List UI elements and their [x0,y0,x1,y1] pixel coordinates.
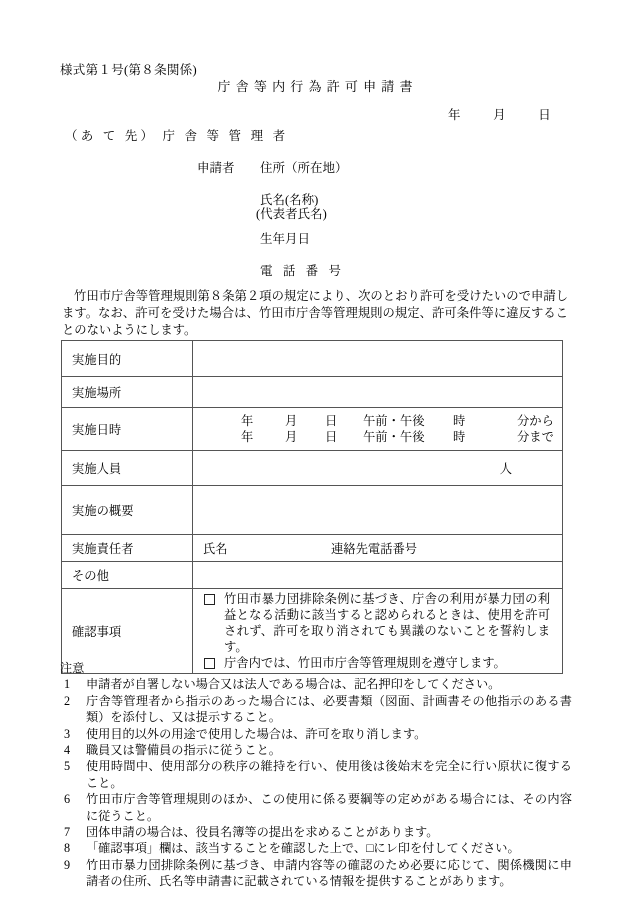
note-text: 使用目的以外の用途で使用した場合は、許可を取り消します。 [86,726,427,741]
submission-date-line [448,105,551,123]
date-year-label: 年 [448,108,461,122]
note-item-1 [60,676,572,692]
note-item-8 [60,840,572,856]
applicant-name-label: 氏名(名称) [260,193,319,207]
intro-paragraph [62,288,568,339]
note-number: 6 [64,792,71,807]
datetime-to-ampm: 午前・午後 [363,430,425,444]
table-row-manager [62,535,563,562]
note-text: 竹田市庁舎等管理規則のほか、この使用に係る要綱等の定めがある場合には、その内容に従うこと。 [86,792,572,823]
note-text: 竹田市暴力団排除条例に基づき、申請内容等の確認のため必要に応じて、関係機関に申請者の住所、氏名等申請書に記載されている情報を提供することがあります。 [86,857,572,889]
note-number: 2 [64,693,71,708]
datetime-from-hour: 時 [453,414,466,428]
datetime-to-minute: 分まで [517,430,554,444]
table-row-outline [62,486,563,535]
note-item-4 [60,742,572,758]
applicant-label: 申請者 [197,161,235,175]
notes-title: 注意 [60,661,85,675]
note-number: 7 [64,825,71,840]
note-item-9 [60,857,572,890]
other-value[interactable] [193,562,563,589]
outline-value[interactable] [193,486,563,535]
people-value[interactable] [193,451,563,486]
note-text: 庁舎等管理者から指示のあった場合には、必要書類（図面、計画書その他指示のある書類）を添付し、又は提示すること。 [86,693,572,725]
datetime-to-hour: 時 [453,430,466,444]
note-number: 9 [64,857,71,872]
people-label: 実施人員 [62,451,193,486]
datetime-to-day: 日 [325,430,338,444]
note-item-2 [60,693,572,726]
intro-line-1: 竹田市庁舎等管理規則第８条第２項の規定により、次のとおり許可を受けたいので申請します。 [62,289,568,320]
table-row-place [62,377,563,408]
date-day-label: 日 [538,108,551,122]
purpose-label: 実施目的 [62,341,193,377]
manager-name-label: 氏名 [203,542,228,556]
outline-label: 実施の概要 [62,486,193,535]
applicant-birthdate-label: 生年月日 [260,232,311,246]
datetime-from-minute: 分から [517,414,554,428]
place-label: 実施場所 [62,377,193,408]
addressee-line: （あ て 先） 庁 舎 等 管 理 者 [65,129,289,143]
table-row-datetime [62,408,563,451]
datetime-to-line [203,429,554,445]
datetime-value[interactable] [193,408,563,451]
note-item-3 [60,726,572,742]
datetime-to-month: 月 [285,430,298,444]
datetime-from-line [203,413,554,429]
notes-section [60,660,572,890]
confirm-item-1 [203,591,550,655]
note-number: 3 [64,726,71,741]
manager-value[interactable] [193,535,563,562]
applicant-address-label: 住所（所在地） [260,161,348,175]
form-number: 様式第１号(第８条関係) [60,63,197,77]
application-details-table [61,340,563,674]
confirm-label: 確認事項 [62,589,193,674]
note-number: 8 [64,841,71,856]
intro-line-2: なお、許可を受けた場合は、竹田市庁舎等管理規則の規定、許可条件等に違反することのないようにします。 [62,306,568,337]
note-text: 職員又は警備員の指示に従うこと。 [86,743,281,758]
table-row-other [62,562,563,589]
datetime-from-year: 年 [241,414,254,428]
checkbox-icon[interactable] [204,594,215,605]
note-text: 申請者が自署しない場合又は法人である場合は、記名押印をしてください。 [86,677,501,692]
datetime-from-ampm: 午前・午後 [363,414,425,428]
document-title: 庁舎等内行為許可申請書 [217,79,418,94]
purpose-value[interactable] [193,341,563,377]
note-text: 使用時間中、使用部分の秩序の維持を行い、使用後は後始末を完全に行い原状に復すること。 [86,759,572,790]
note-item-6 [60,791,572,824]
table-row-purpose [62,341,563,377]
date-month-label: 月 [493,108,506,122]
datetime-from-day: 日 [325,414,338,428]
manager-fields [203,542,417,556]
datetime-from-month: 月 [285,414,298,428]
note-item-7 [60,824,572,840]
manager-tel-label: 連絡先電話番号 [331,542,418,556]
applicant-telephone-label: 電 話 番 号 [260,264,345,278]
note-item-5 [60,758,572,791]
confirm-item-2-text: 庁舎内では、竹田市庁舎等管理規則を遵守します。 [224,656,506,670]
manager-label: 実施責任者 [62,535,193,562]
note-text: 団体申請の場合は、役員名簿等の提出を求めることがあります。 [86,825,439,840]
note-number: 5 [64,759,71,774]
confirm-item-1-text: 竹田市暴力団排除条例に基づき、庁舎の利用が暴力団の利益となる活動に該当すると認められるときは、使用を許可されず、許可を取り消されても異議のないことを誓約します。 [224,592,550,654]
table-row-people [62,451,563,486]
other-label: その他 [62,562,193,589]
place-value[interactable] [193,377,563,408]
people-unit-label: 人 [499,462,512,476]
applicant-representative-label: (代表者氏名) [256,207,327,221]
datetime-label: 実施日時 [62,408,193,451]
datetime-to-year: 年 [241,430,254,444]
note-number: 1 [64,677,71,692]
note-text: 「確認事項」欄は、該当することを確認した上で、□にレ印を付してください。 [86,841,520,856]
note-number: 4 [64,743,71,758]
